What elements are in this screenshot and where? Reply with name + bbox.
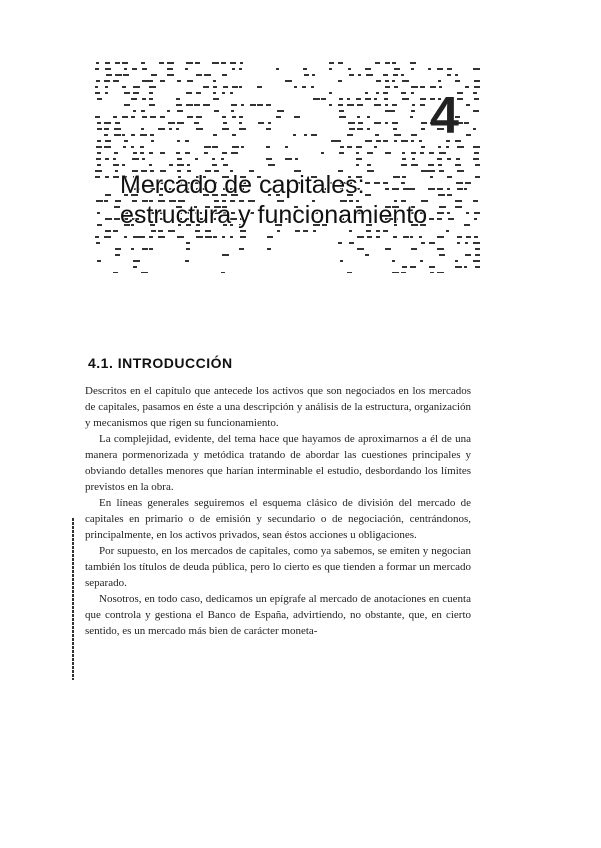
- paragraph-2: La complejidad, evidente, del tema hace que hayamos de aproximarnos a él de una manera pormenorizada y metódica tratando de abordar las cuestiones principales y obviando detalles menores que harían interminable el estudio, desbordando los límites previstos en la obra.: [85, 433, 471, 493]
- margin-rule: [72, 518, 74, 680]
- paragraph-1: Descritos en el capítulo que antecede los activos que son negociados en los mercados de capitales, pasamos en éste a una descripción y análisis de la estructura, organización y mecanismos que rigen su funcionamiento.: [85, 385, 471, 429]
- chapter-title-line-1: Mercado de capitales:: [120, 171, 365, 199]
- chapter-title-line-2: estructura y funcionamiento: [120, 201, 428, 229]
- body-text: [85, 383, 471, 639]
- paragraph-5: Nosotros, en todo caso, dedicamos un epígrafe al mercado de anotaciones en cuenta que controla y gestiona el Banco de España, advirtiendo, no obstante, que, en cierto sentido, es un mercado más bien de carácter moneta-: [85, 593, 471, 637]
- dithered-halftone-background: [95, 58, 480, 273]
- paragraph-3: En líneas generales seguiremos el esquema clásico de división del mercado de capitales en primario o de emisión y secundario o de negociación, centrándonos, principalmente, en los activos privados, sean éstos acciones u obligaciones.: [85, 497, 471, 541]
- section-heading: 4.1. INTRODUCCIÓN: [88, 355, 233, 371]
- chapter-header: [95, 58, 480, 273]
- chapter-number: 4: [430, 87, 459, 145]
- chapter-title: [120, 170, 460, 230]
- paragraph-4: Por supuesto, en los mercados de capitales, como ya sabemos, se emiten y negocian también los títulos de deuda pública, pero lo cierto es que tienden a formar un mercado separado.: [85, 545, 471, 589]
